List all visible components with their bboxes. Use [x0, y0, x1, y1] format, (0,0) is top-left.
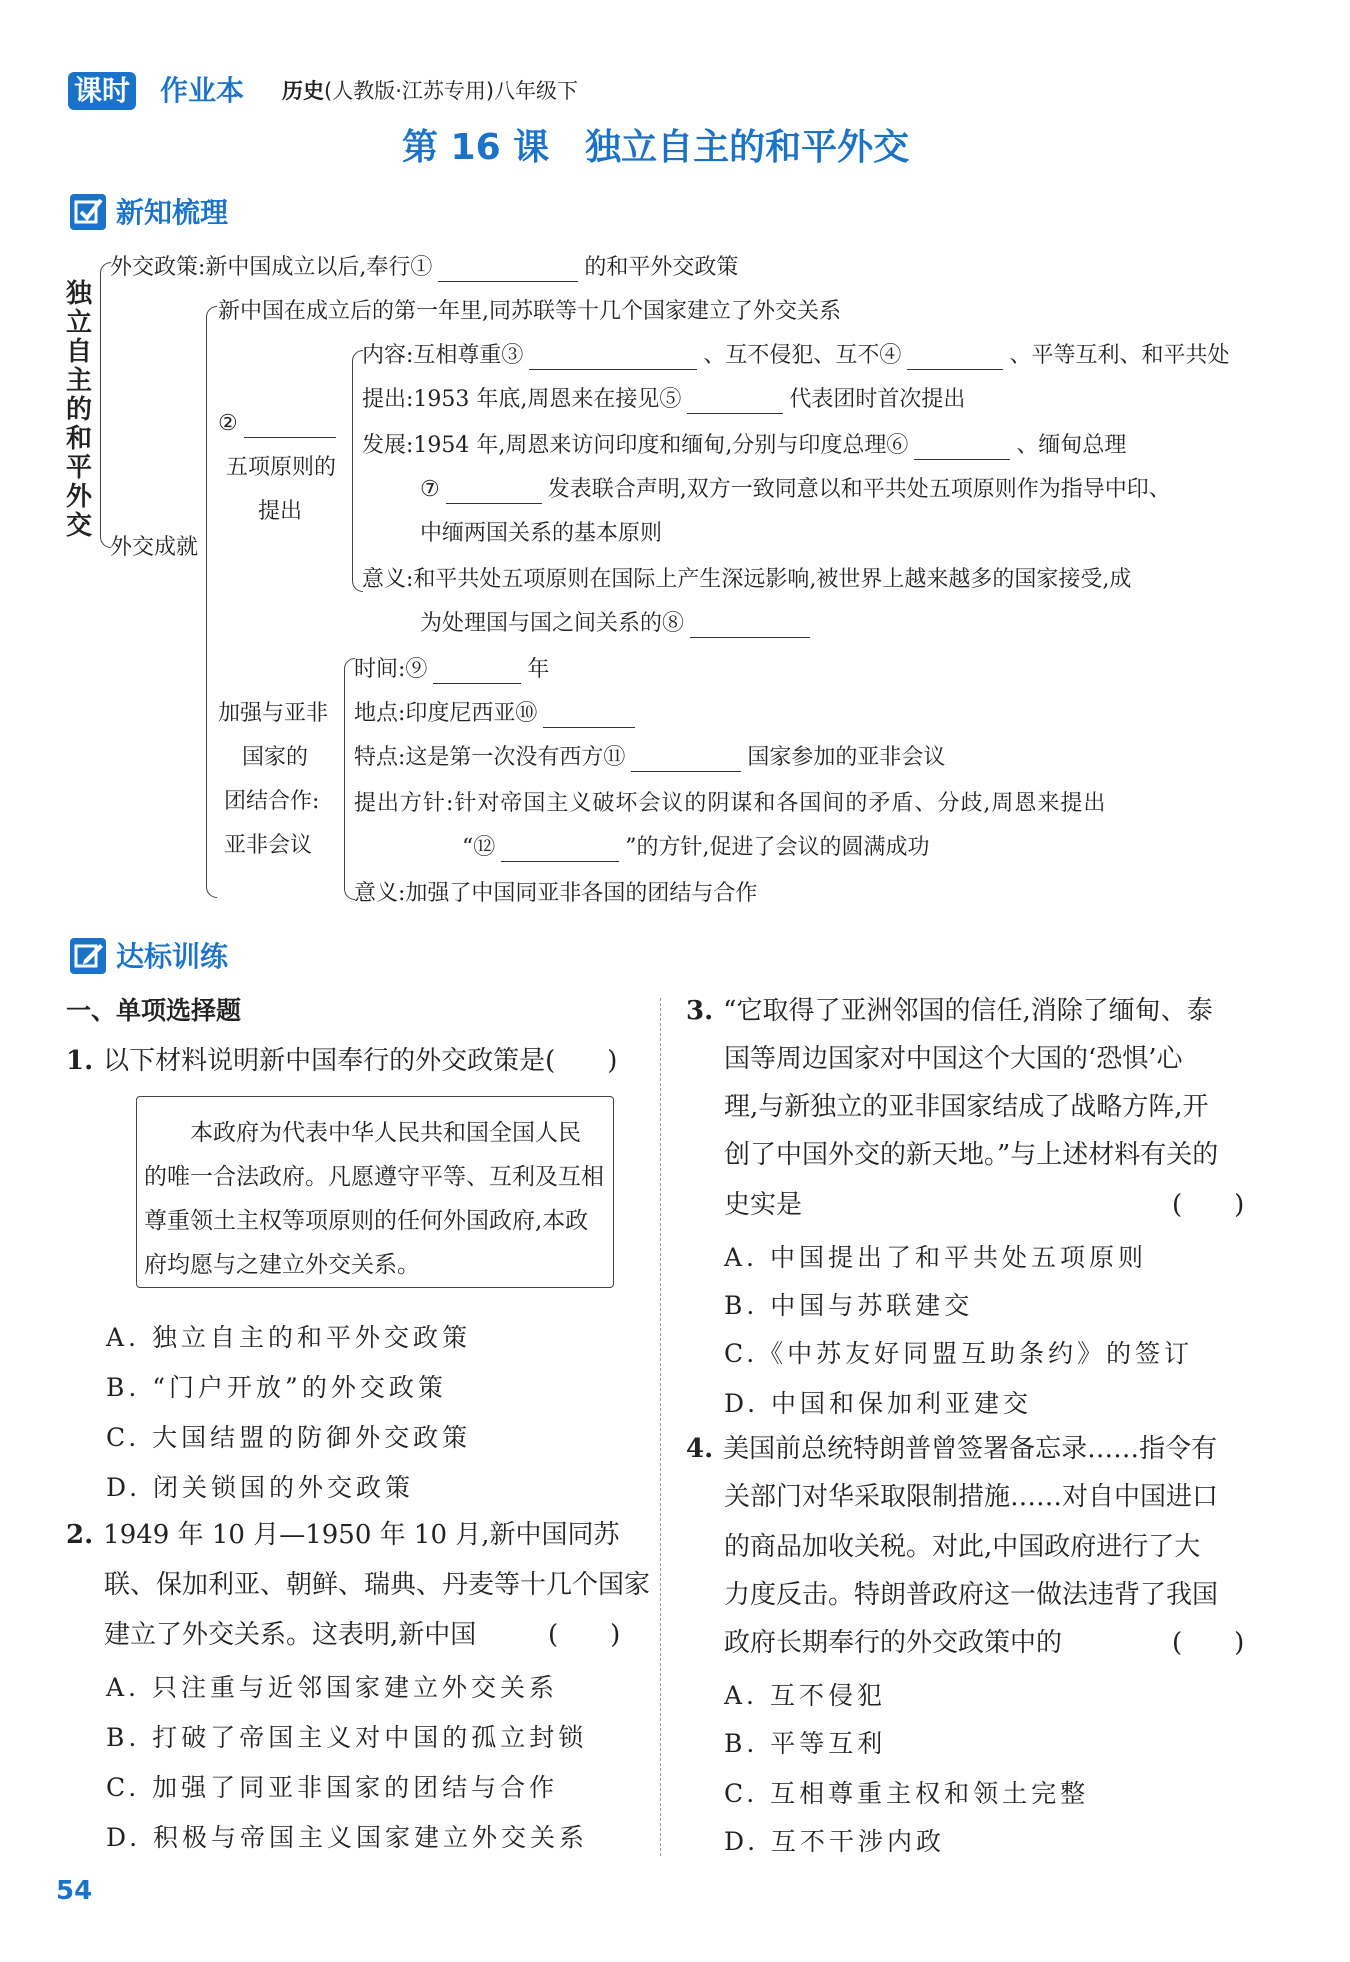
- page-number: 54: [56, 1876, 93, 1906]
- q3-text-1: “它取得了亚洲邻国的信任,消除了缅甸、泰: [723, 996, 1213, 1026]
- meaning-line-1: 意义:和平共处五项原则在国际上产生深远影响,被世界上越来越多的国家接受,成: [362, 567, 1132, 592]
- q2-option-a[interactable]: A. 只注重与近邻国家建立外交关系: [106, 1673, 558, 1702]
- q2-option-c[interactable]: C. 加强了同亚非国家的团结与合作: [106, 1773, 559, 1802]
- q1-text: 以下材料说明新中国奉行的外交政策是( ): [103, 1046, 618, 1076]
- develop-line-1: [362, 432, 1126, 460]
- develop-c: ⑦: [420, 477, 440, 502]
- bandung-label-4: 亚非会议: [224, 833, 313, 858]
- q4-option-c[interactable]: C. 互相尊重主权和领土完整: [724, 1779, 1090, 1808]
- develop-line-2: [420, 476, 1171, 504]
- content-line: [362, 342, 1229, 370]
- root-brace: [100, 262, 111, 548]
- q4-stem-line-4: 力度反击。特朗普政府这一做法违背了我国: [724, 1580, 1219, 1610]
- time-b: 年: [527, 657, 550, 682]
- q4-text-1: 美国前总统特朗普曾签署备忘录……指令有: [723, 1434, 1218, 1464]
- q2-answer-bracket[interactable]: ( ): [548, 1620, 621, 1650]
- q3-stem-line-5: 史实是: [724, 1190, 803, 1220]
- q1-material-line-3: 尊重领土主权等项原则的任何外国政府,本政: [144, 1208, 589, 1234]
- policy2-line-2: [462, 834, 930, 862]
- header-subject-line: [282, 76, 578, 106]
- q1-option-a[interactable]: A. 独立自主的和平外交政策: [106, 1323, 471, 1352]
- q4-option-a[interactable]: A. 互不侵犯: [724, 1681, 886, 1710]
- q3-stem-line-3: 理,与新独立的亚非国家结成了战略方阵,开: [724, 1092, 1209, 1122]
- blank-8[interactable]: [690, 615, 810, 638]
- q4-answer-bracket[interactable]: ( ): [1172, 1628, 1245, 1658]
- blank-2[interactable]: [244, 415, 336, 438]
- proposed-a: 提出:1953 年底,周恩来在接见⑤: [362, 387, 682, 412]
- bandung-label-1: 加强与亚非: [218, 701, 329, 726]
- first-year-line: 新中国在成立后的第一年里,同苏联等十几个国家建立了外交关系: [218, 299, 841, 324]
- proposed-line: [362, 386, 965, 414]
- policy-text-b: 的和平外交政策: [584, 255, 739, 280]
- q2-option-d[interactable]: D. 积极与帝国主义国家建立外交关系: [106, 1823, 589, 1852]
- q1-number: 1.: [66, 1046, 94, 1076]
- header-subject: 历史: [282, 79, 324, 103]
- content-b: 、互不侵犯、互不④: [703, 343, 902, 368]
- q1-material-line-4: 府均愿与之建立外交关系。: [144, 1252, 420, 1278]
- achievements-brace: [206, 306, 217, 898]
- blank-12[interactable]: [501, 839, 619, 862]
- blank-4[interactable]: [907, 347, 1003, 370]
- blank-3[interactable]: [529, 347, 697, 370]
- mindmap-root-title: 独立自主的和平外交: [66, 279, 93, 541]
- q2-option-b[interactable]: B. 打破了帝国主义对中国的孤立封锁: [106, 1723, 588, 1752]
- brand-book: 作业本: [160, 74, 245, 107]
- q2-stem-line-2: 联、保加利亚、朝鲜、瑞典、丹麦等十几个国家: [104, 1570, 651, 1600]
- q2-stem-line-3: 建立了外交关系。这表明,新中国: [104, 1620, 477, 1650]
- q1-option-d[interactable]: D. 闭关锁国的外交政策: [106, 1473, 415, 1502]
- policy-line: [110, 254, 738, 282]
- five-principles-label: [218, 410, 342, 438]
- content-c: 、平等互利、和平共处: [1009, 343, 1230, 368]
- column-divider: [660, 998, 661, 1856]
- q2-stem-line-1: [66, 1518, 620, 1552]
- q3-option-a[interactable]: A. 中国提出了和平共处五项原则: [724, 1243, 1147, 1272]
- q1-material-line-2: 的唯一合法政府。凡愿遵守平等、互利及互相: [144, 1164, 604, 1190]
- section-new-knowledge-title: 新知梳理: [116, 196, 229, 229]
- five-principles-label-2: 提出: [258, 499, 303, 524]
- header-edition: (人教版·江苏专用): [324, 79, 495, 103]
- proposed-b: 代表团时首次提出: [789, 387, 966, 412]
- time-a: 时间:⑨: [354, 657, 428, 682]
- meaning-b: 为处理国与国之间关系的⑧: [420, 611, 685, 636]
- blank-7[interactable]: [446, 481, 542, 504]
- q1-option-c[interactable]: C. 大国结盟的防御外交政策: [106, 1423, 472, 1452]
- meaning-line-2: [420, 610, 816, 638]
- part-title: 一、单项选择题: [66, 996, 242, 1025]
- blank-6[interactable]: [914, 437, 1010, 460]
- place-line: [354, 700, 641, 728]
- time-line: [354, 656, 549, 684]
- blank-11[interactable]: [631, 749, 741, 772]
- q3-stem-line-4: 创了中国外交的新天地。”与上述材料有关的: [724, 1140, 1219, 1170]
- policy-label: 外交政策:: [110, 255, 206, 280]
- q4-number: 4.: [686, 1434, 714, 1464]
- q1-material-line-1: 本政府为代表中华人民共和国全国人民: [190, 1120, 581, 1146]
- checkbox-icon: [70, 194, 106, 230]
- feature-line: [354, 744, 945, 772]
- place-text: 地点:印度尼西亚⑩: [354, 701, 538, 726]
- q3-answer-bracket[interactable]: ( ): [1172, 1190, 1245, 1220]
- q3-option-b[interactable]: B. 中国与苏联建交: [724, 1291, 974, 1320]
- develop-line-3: 中缅两国关系的基本原则: [420, 521, 663, 546]
- q3-stem-line-1: [686, 994, 1213, 1028]
- meaning2-line: 意义:加强了中国同亚非各国的团结与合作: [354, 881, 758, 906]
- five-principles-label-1: 五项原则的: [226, 455, 337, 480]
- label-num: ②: [218, 411, 238, 436]
- bandung-label-3: 团结合作:: [224, 789, 320, 814]
- q3-option-c[interactable]: C.《中苏友好同盟互助条约》的签订: [724, 1339, 1194, 1368]
- develop-a: 发展:1954 年,周恩来访问印度和缅甸,分别与印度总理⑥: [362, 433, 909, 458]
- q4-option-d[interactable]: D. 互不干涉内政: [724, 1827, 946, 1856]
- q3-number: 3.: [686, 996, 714, 1026]
- bandung-label-2: 国家的: [242, 745, 309, 770]
- q2-number: 2.: [66, 1520, 94, 1550]
- section-practice-title: 达标训练: [116, 940, 229, 973]
- develop-b: 、缅甸总理: [1016, 433, 1127, 458]
- q3-stem-line-2: 国等周边国家对中国这个大国的‘恐惧’心: [724, 1044, 1183, 1074]
- q2-text-1: 1949 年 10 月—1950 年 10 月,新中国同苏: [103, 1520, 620, 1550]
- q1-stem: [66, 1044, 617, 1078]
- lesson-title: 第 16 课 独立自主的和平外交: [402, 127, 910, 168]
- policy2-line-1: 提出方针:针对帝国主义破坏会议的阴谋和各国间的矛盾、分歧,周恩来提出: [354, 791, 1107, 816]
- q1-option-b[interactable]: B. “门户开放”的外交政策: [106, 1373, 447, 1402]
- policy-text-a: 新中国成立以后,奉行①: [205, 255, 433, 280]
- policy2-b: “⑫: [462, 835, 496, 860]
- develop-d: 发表联合声明,双方一致同意以和平共处五项原则作为指导中印、: [547, 477, 1171, 502]
- header-grade: 八年级下: [494, 79, 579, 103]
- q4-stem-line-1: [686, 1432, 1217, 1466]
- blank-10[interactable]: [543, 705, 635, 728]
- q4-stem-line-2: 关部门对华采取限制措施……对自中国进口: [724, 1482, 1219, 1512]
- policy2-c: ”的方针,促进了会议的圆满成功: [625, 835, 930, 860]
- blank-9[interactable]: [433, 661, 521, 684]
- q4-stem-line-3: 的商品加收关税。对此,中国政府进行了大: [724, 1532, 1201, 1562]
- q3-option-d[interactable]: D. 中国和保加利亚建交: [724, 1389, 1033, 1418]
- pencil-icon: [70, 938, 106, 974]
- achievements-label: 外交成就: [110, 535, 199, 560]
- feature-b: 国家参加的亚非会议: [747, 745, 946, 770]
- brand-logo: 课时: [68, 72, 136, 110]
- content-a: 内容:互相尊重③: [362, 343, 524, 368]
- blank-5[interactable]: [687, 391, 783, 414]
- feature-a: 特点:这是第一次没有西方⑪: [354, 745, 626, 770]
- bandung-brace: [344, 658, 355, 900]
- q4-option-b[interactable]: B. 平等互利: [724, 1729, 887, 1758]
- blank-1[interactable]: [438, 259, 578, 282]
- q4-stem-line-5: 政府长期奉行的外交政策中的: [724, 1628, 1063, 1658]
